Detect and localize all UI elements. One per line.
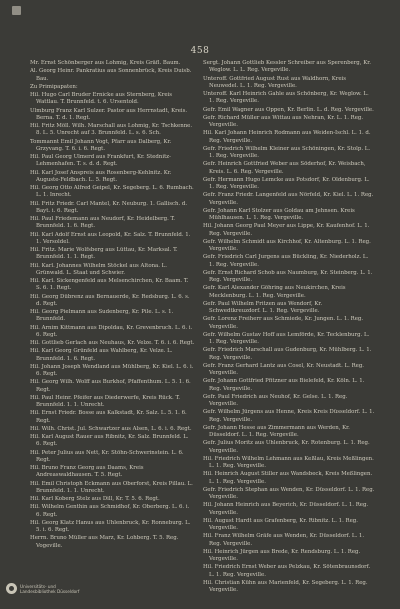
- list-entry: Hil. Karl. Johannes Wilhelm Stöckel aus Altona. L. Grünwald. L. Staat und Schwier.: [30, 262, 167, 276]
- list-entry: Tommannt Emil Johann Vogt, Pfarr aus Dalberg, Kr. Grzyvang. T. 6. i. 6. Regt.: [30, 138, 172, 152]
- list-entry: Hil. Bruno Franz Georg aus Daams, Kreis Andreaswaldhausen. T. 5. Regt.: [30, 465, 144, 479]
- library-name-line2: Landesbibliothek Düsseldorf: [20, 588, 80, 594]
- list-entry: Gefr. Friedrich Stephan aus Wenden, Kr. Düsseldorf. L. 1. Reg. Vergeville.: [203, 486, 375, 500]
- list-entry: Mr. Ernst Schönberger aus Lohmig, Kreis Gräfl. Baum.: [30, 60, 181, 66]
- list-entry: Hil. Karl Georg Grünfeld aus Wahlberg, Kr. Velze. L. Brunnfeld. 1. 6. Regt.: [30, 348, 173, 362]
- list-entry: Hil. Johann Georg Paul Meyer aus Lippe, Kr. Kaufenhof. L. 1. Reg. Vergeville.: [203, 223, 370, 237]
- list-entry: Gefr. Wilhelm Gustav Hoff aus Lemförde, Kr. Tecklenburg. L. 1. Reg. Vergeville.: [203, 331, 370, 345]
- list-entry: Hil. Karl August Rauer aus Ribnitz, Kr. Salz. Brunnfeld. L. 6. Regt.: [30, 434, 189, 448]
- list-entry: Gefr. Paul Wilhelm Fritzen aus Wendorf, Kr. Schwedtkreuzdorf. L. 1. Reg. Vergeville.: [203, 300, 323, 314]
- list-entry: Gefr. Johann Hesse aus Zimmermann aus Werden, Kr. Düsseldorf. L. 1. Reg. Vergeville.: [203, 424, 350, 438]
- list-entry: Hil. Paul Friedemann aus Neudorf, Kr. Heidelberg. T. Brunnfeld. 1. 6. Regt.: [30, 216, 176, 230]
- list-entry: Ulmburg Franz Karl Sulzer. Pastor aus Herrnstadt, Kreis. Berna. T. d. 1. Regt.: [30, 107, 188, 121]
- list-entry: Gefr. Emil Wagner aus Oppen, Kr. Berlin. L. d. Reg. Vergeville.: [203, 106, 374, 113]
- library-name: [20, 584, 79, 594]
- list-entry: Hil. Friedrich Wilhelm Lehmann aus Keßlau, Kreis Meßlingen. L. 1. Reg. Vergeville.: [203, 455, 374, 469]
- list-entry: Hil. Georg Pielmann aus Sudenberg, Kr. Pile. L. s. 1. Brunnfeld.: [30, 309, 174, 323]
- left-column: [30, 60, 195, 551]
- library-logo-icon: [6, 583, 17, 594]
- list-entry: Hil. Friedrich Ernst Weber aus Pelzkau, Kr. Sötenbraunsdorf. L. 1. Reg. Vergeville.: [203, 564, 371, 578]
- right-column: [203, 60, 375, 595]
- page-number: 458: [190, 46, 210, 56]
- list-entry: Gefr. Lorenz Freiherr aus Schmiede, Kr. Jungen. L. 1. Reg. Vergeville.: [203, 316, 364, 330]
- list-entry: Hil. Johann Joseph Wendland aus Mühlberg, Kr. Kiel. L. 6. i. 6. Regt.: [30, 363, 194, 378]
- list-entry: Hil. Heinrich Jürgen aus Brede, Kr. Rendsburg. L. 1. Reg. Vergeville.: [203, 548, 361, 562]
- list-entry: Hil. Fritz. Marie Wolfsberg aus Lüttau, Kr. Marksal. T. Brunnfeld. 1. 1. Regt.: [30, 247, 178, 261]
- list-entry: Hil. Emil Christoph Eckmann aus Oberforst, Kreis Pillau. L. Brunnfeld. 1. 1. Unrecht.: [30, 480, 193, 494]
- list-entry: Gefr. Karl Alexander Göhring aus Neukirchen, Kreis Mecklenburg. L. 1. Reg. Vergeville.: [203, 285, 346, 299]
- list-entry: Unteroff. Karl Heinrich Gahle aus Schönberg, Kr. Weglow. L. 1. Reg. Vergeville.: [203, 91, 369, 105]
- list-entry: Hil. Fritz Möll. Wilh. Marschall aus Lohmig, Kr. Tschkenne. 8. L. 5. Unrecht auf 3. Brunnfeld. L. s. 6. Sch.: [30, 123, 193, 137]
- list-entry: Hil. Georg Klatz Hanus aus Uhlenbruck, Kr. Ronneburg. L. 5. i. 6. Regt.: [30, 519, 191, 534]
- list-entry: Hil. Christian Kühn aus Marienfeld, Kr. Segeberg. L. 1. Reg. Vergeville.: [203, 579, 368, 593]
- list-entry: Hil. Paul Heinr. Pfeifer aus Diederwerfe, Kreis Rück. T. Brunnfeld. 1. 1. Unrecht.: [30, 394, 180, 409]
- list-entry: Hil. Wilh. Christ. Jul. Schwartzer aus Alsen, L. 6. i. 6. Regt.: [30, 425, 192, 432]
- list-entry: Gefr. Friedrich Marschall aus Gudenburg, Kr. Mühlberg. L. 1. Reg. Vergeville.: [203, 347, 372, 361]
- list-entry: Hil. Peter Julius aus Nett, Kr. Stöhn-Schwerinstein. L. 6. Regt.: [30, 449, 184, 463]
- list-entry: Hil. Gottlieb Gerlach aus Neuhaus, Kr. Velze. T. 6. i. 6. Regt.: [30, 340, 195, 347]
- list-entry: Hil. Ernst Friedr. Bosse aus Kalkstadt, Kr. Salz. L. 5. 1. 6. Regt.: [30, 410, 187, 424]
- list-entry: Hil. Arnim Kittmann aus Dipoldau, Kr. Grevenbruch. L. 6. i. 6. Regt.: [30, 324, 193, 338]
- list-entry: Unteroff. Gottfried August Rust aus Waldhorn, Kreis Neuwedel. L. 1. Reg. Vergeville.: [203, 75, 347, 89]
- list-entry: Gefr. Franz Friedr. Langenfeld aus Nörfeld, Kr. Kiel. L. 1. Reg. Vergeville.: [203, 192, 374, 206]
- list-entry: Gefr. Heinrich Gottfried Weber aus Söderhof, Kr. Weisbach, Kreis. L. 6. Reg. Vergeville.: [203, 161, 366, 175]
- list-entry: Sergt. Johann Gottlieb Kessler Schreiber aus Sperenberg, Kr. Weglow. L. L. Reg. Vergeville.: [203, 60, 371, 74]
- list-entry: Gefr. Wilhelm Schmidt aus Kirchhof, Kr. Altenburg. L. 1. Reg. Vergeville.: [203, 238, 371, 252]
- list-entry: Hil. Johann Heinrich aus Beyerich, Kr. Düsseldorf. L. 1. Reg. Vergeville.: [203, 502, 369, 516]
- list-entry: Gefr. Johann Karl Stolzer aus Goldau am Jehnsen. Kreis Mühlhausen. L. 1. Reg. Vergeville.: [203, 207, 355, 221]
- list-entry: Hil. Karl Josef Anspreis aus Rosenberg-Kehlnitz. Kr. Auguste-Feldbach. L. 5. Regt.: [30, 169, 172, 183]
- list-entry: Zu Primipapaten:: [30, 83, 78, 90]
- list-entry: Hil. Georg Dübrenz aus Bernauerde, Kr. Redsburg. L. 6. s. d. Regt.: [30, 293, 190, 307]
- list-entry: Gefr. Hermann Hugo Lemcke aus Potsdorf, Kr. Oldenburg. L. 1. Reg. Vergeville.: [203, 176, 370, 190]
- list-entry: Hil. Georg Wilh. Wolff aus Burkhof, Pfaffenthum. L. 5. 1. 6. Regt.: [30, 379, 191, 393]
- list-entry: Gefr. Ernst Richard Schob aus Naumburg, Kr. Steinberg. L. 1. Reg. Vergeville.: [203, 269, 373, 283]
- scan-corner-marker: [12, 6, 21, 15]
- list-entry: Gefr. Wilhelm Jürgens aus Henne, Kreis Kreis Düsseldorf. L. 1. Reg. Vergeville.: [203, 409, 375, 423]
- list-entry: Hil. Heinrich August Stiller aus Wandsbeck, Kreis Meßlingen. L. 1. Reg. Vergeville.: [203, 471, 373, 485]
- list-entry: Gefr. Richard Müller aus Wittau aus Nehran, Kr. L. 1. Reg. Vergeville.: [203, 114, 364, 128]
- list-entry: Hil. Franz Wilhelm Gräfe aus Wenden, Kr. Düsseldorf. L. 1. Reg. Vergeville.: [203, 533, 365, 547]
- list-entry: Al. Georg Heinr. Pankratius aus Sonnenbrück, Kreis Duisb. Bau.: [30, 68, 192, 82]
- list-entry: Hil. Paul Georg Ulmerd aus Frankfurt, Kr. Stednitz-Lehmenhafen. T. s. d. d. Regt.: [30, 154, 171, 168]
- list-entry: Hil. Hugo Carl Bruder Ernicke aus Sternberg, Kreis Wattlau. T. Brunnfeld. t. 6. Ursentold.: [30, 92, 172, 106]
- list-entry: Gefr. Franz Gerhard Lantz aus Cosel, Kr. Neustadt. L. Reg. Vergeville.: [203, 362, 365, 376]
- list-entry: Herrn. Bruno Müller aus Marz, Kr. Lohberg. T. 5. Reg. Vogeville.: [30, 535, 179, 549]
- list-entry: Hil. Karl. Sickengenfeld aus Melsenchirchen, Kr. Baam. T. S. 6. 1. Regt.: [30, 278, 189, 292]
- list-entry: Hil. Georg Otto Alfred Geipel, Kr. Segeberg. L. 6. Rumbach. L. 1. Inrecht.: [30, 185, 194, 199]
- list-entry: Hil. Karl Johann Heinrich Rodmann aus Weiden-Ischl. L. 1. d. Reg. Vergeville.: [203, 130, 371, 144]
- list-entry: Hil. Wilhelm Genthin aus Schmidhof, Kr. Oberberg. L. 6. i. 6. Regt.: [30, 504, 190, 518]
- library-footer: [6, 583, 79, 594]
- list-entry: Gefr. Julius Moritz aus Uhlenbruck, Kr. Rotenburg. L. 1. Reg. Vergeville.: [203, 440, 370, 454]
- list-entry: Hil. Karl Koberg Stelz aus Dill, Kr. T. 5. 6. Regt.: [30, 496, 160, 503]
- list-entry: Gefr. Friedrich Wilhelm Kleiner aus Schöningen, Kr. Stolp. L. 1. Reg. Vergeville.: [203, 145, 371, 159]
- library-name-line1: Universitäts- und: [20, 583, 56, 589]
- list-entry: Hil. Fritz Friedr. Carl Mantel, Kr. Neuburg. 1. Gallisch. d. Bayt. i. 6. Regt.: [30, 200, 188, 214]
- list-entry: Hil. Karl Adolf Ernst aus Leopold, Kr. Salz. T. Brunnfeld. 1. 1. Versoldel.: [30, 231, 191, 245]
- list-entry: Hil. August Hardt aus Grafenberg, Kr. Ribnitz. L. 1. Reg. Vergeville.: [203, 517, 358, 531]
- list-entry: Gefr. Paul Friedrich aus Neuhof, Kr. Gelse. L. 1. Reg. Vergeville.: [203, 393, 348, 407]
- list-entry: Gefr. Friedrich Carl Jurgens aus Bückling, Kr. Niederholz. L. 1. Reg. Vergeville.: [203, 254, 369, 268]
- list-entry: Gefr. Johann Gottfried Pfitzner aus Bielefeld, Kr. Köln. L. 1. Reg. Vergeville.: [203, 378, 365, 392]
